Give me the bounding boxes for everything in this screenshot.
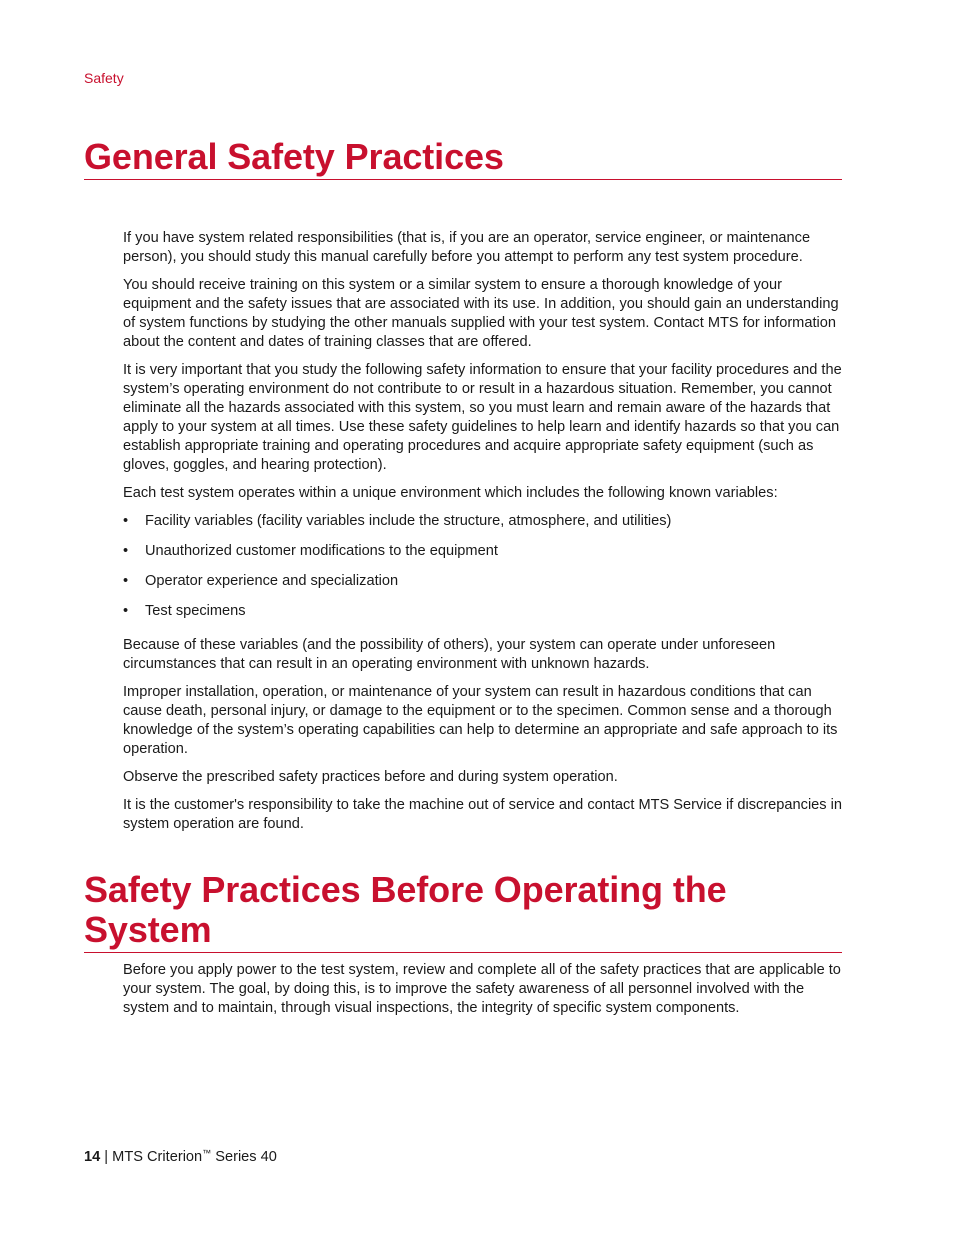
page-footer bbox=[84, 1148, 277, 1165]
list-item-text: Unauthorized customer modifications to the equipment bbox=[145, 543, 498, 559]
breadcrumb-safety[interactable]: Safety bbox=[84, 70, 124, 86]
footer-separator: | bbox=[104, 1149, 109, 1165]
paragraph: Observe the prescribed safety practices before and during system operation. bbox=[123, 769, 618, 785]
paragraph: You should receive training on this system or a similar system to ensure a thorough knowledge of your equipment and the safety issues that are associated with its use. In addition, you should gain an understanding of system functions by studying the other manuals supplied with your test system. Contact MTS for information about the content and dates of training classes that are offered. bbox=[123, 277, 839, 350]
section-general-safety-body bbox=[123, 229, 843, 843]
bullet-icon: • bbox=[123, 543, 129, 559]
paragraph: It is very important that you study the following safety information to ensure that your facility procedures and the system’s operating environment do not contribute to or result in a hazardous situation. Remember, you cannot eliminate all the hazards associated with this system, so you must learn and remain aware of the hazards that apply to your system at all times. Use these safety guidelines to help learn and identify hazards so that you can establish appropriate training and operating procedures and acquire appropriate safety equipment (such as gloves, goggles, and hearing protection). bbox=[123, 362, 842, 473]
paragraph: Before you apply power to the test system, review and complete all of the safety practices that are applicable to your system. The goal, by doing this, is to improve the safety awareness of all personnel involved with the system and to maintain, through visual inspections, the integrity of specific system components. bbox=[123, 962, 841, 1016]
list-item-text: Test specimens bbox=[145, 603, 246, 619]
paragraph: Because of these variables (and the possibility of others), your system can operate under unforeseen circumstances that can result in an operating environment with unknown hazards. bbox=[123, 637, 776, 672]
list-item bbox=[123, 542, 843, 561]
paragraph: It is the customer's responsibility to take the machine out of service and contact MTS Service if discrepancies in system operation are found. bbox=[123, 797, 843, 832]
footer-product: MTS Criterion bbox=[112, 1149, 203, 1165]
list-item bbox=[123, 512, 843, 531]
page-title: General Safety Practices bbox=[84, 137, 842, 180]
list-item bbox=[123, 602, 843, 621]
bullet-icon: • bbox=[123, 603, 129, 619]
variables-list bbox=[123, 512, 843, 621]
bullet-icon: • bbox=[123, 573, 129, 589]
bullet-icon: • bbox=[123, 513, 129, 529]
section-before-operating-heading bbox=[84, 870, 842, 953]
list-item-text: Operator experience and specialization bbox=[145, 573, 399, 589]
page-number: 14 bbox=[84, 1149, 101, 1165]
section-title: Safety Practices Before Operating the System bbox=[84, 870, 842, 953]
list-item-text: Facility variables (facility variables include the structure, atmosphere, and utilities) bbox=[145, 513, 672, 529]
trademark-symbol: ™ bbox=[202, 1148, 212, 1158]
list-item bbox=[123, 572, 843, 591]
footer-series: Series 40 bbox=[215, 1149, 277, 1165]
paragraph: Each test system operates within a unique environment which includes the following known variables: bbox=[123, 485, 778, 501]
paragraph: If you have system related responsibilities (that is, if you are an operator, service engineer, or maintenance person), you should study this manual carefully before you attempt to perform any test system procedure. bbox=[123, 230, 811, 265]
paragraph: Improper installation, operation, or maintenance of your system can result in hazardous conditions that can cause death, personal injury, or damage to the equipment or to the specimen. Common sense and a thorough knowledge of the system’s operating capabilities can help to determine an appropriate and safe approach to its operation. bbox=[123, 684, 838, 757]
section-before-operating-body bbox=[123, 961, 843, 1027]
section-general-safety-heading bbox=[84, 137, 842, 180]
